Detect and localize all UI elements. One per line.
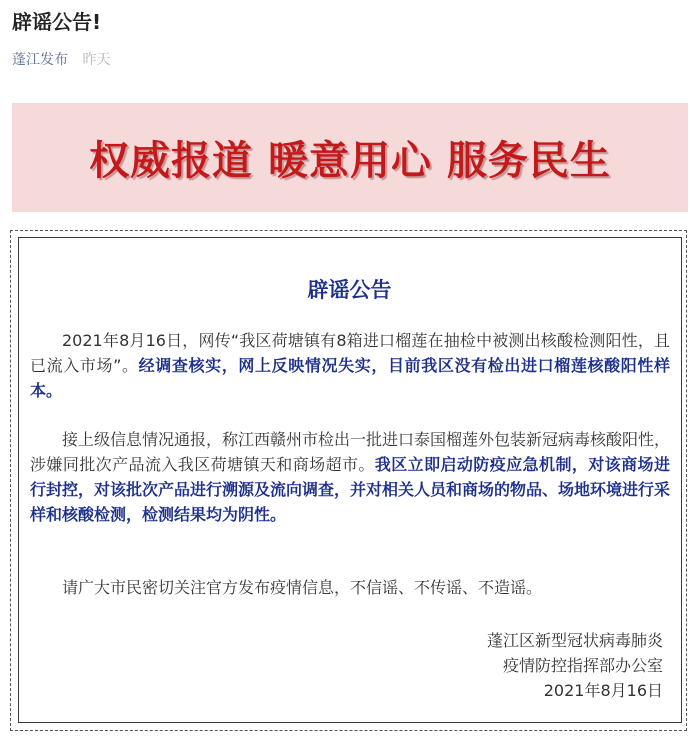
publish-date: 昨天 <box>82 52 111 68</box>
paragraph-1-emphasis: 经调查核实，网上反映情况失实，目前我区没有检出进口榴莲核酸阳性样本。 <box>30 356 670 400</box>
paragraph-3-text: 请广大市民密切关注官方发布疫情信息，不信谣、不传谣、不造谣。 <box>62 578 543 597</box>
notice-paragraph-1 <box>30 328 670 403</box>
paragraph-1-text: 2021年8月16日，网传“我区荷塘镇有8箱进口榴莲在抽检中被测出核酸检测阳性，且已流入市场”。 <box>30 331 670 375</box>
signature-date: 2021年8月16日 <box>543 681 663 700</box>
article-title: 辟谣公告! <box>12 10 102 34</box>
notice-title: 辟谣公告 <box>307 278 392 302</box>
article-meta <box>12 50 110 70</box>
author-link[interactable]: 蓬江发布 <box>12 52 68 68</box>
paragraph-2-emphasis: 我区立即启动防疫应急机制，对该商场进行封控，对该批次产品进行溯源及流向调查，并对相关人员和商场的物品、场地环境进行采样和核酸检测，检测结果均为阴性。 <box>30 455 671 524</box>
slogan-banner <box>12 103 688 212</box>
banner-slogan: 权威报道 暖意用心 服务民生 <box>89 138 611 184</box>
signature-org-line-2: 疫情防控指挥部办公室 <box>502 656 663 675</box>
notice-paragraph-3 <box>30 575 670 600</box>
signature-org-line-1: 蓬江区新型冠状病毒肺炎 <box>486 631 663 650</box>
notice-paragraph-2 <box>30 427 670 527</box>
paragraph-2-text: 接上级信息情况通报，称江西赣州市检出一批进口泰国榴莲外包装新冠病毒核酸阳性，涉嫌同批次产品流入我区荷塘镇天和商场超市。 <box>30 430 671 474</box>
notice-signature <box>487 628 663 703</box>
